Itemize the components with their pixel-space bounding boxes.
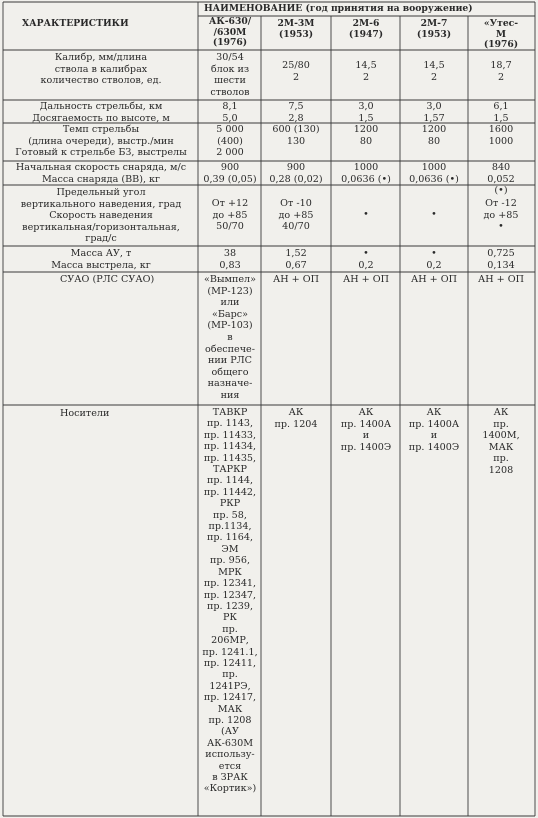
mass-label: Масса АУ, т Масса выстрела, кг <box>51 248 151 271</box>
caliber-label: Калибр, мм/длина ствола в калибрах количество стволов, ед. <box>40 52 162 87</box>
angle-label: Предельный угол вертикального наведения, град Скорость наведения вертикальная/горизонтальная, град/с <box>20 187 182 245</box>
naming-header: НАИМЕНОВАНИЕ (год принятия на вооружение) <box>204 3 473 14</box>
velocity-value-ak630: 900 0,39 (0,05) <box>203 162 257 185</box>
range-value-ak630: 8,1 5,0 <box>222 101 238 124</box>
range-value-2m6: 3,0 1,5 <box>358 101 374 124</box>
fcs-value-utes: АН + ОП <box>477 274 525 285</box>
range-label: Дальность стрельбы, км Досягаемость по высоте, м <box>32 101 170 124</box>
mass-value-2m6: • 0,2 <box>358 248 374 271</box>
velocity-label: Начальная скорость снаряда, м/с Масса снаряда (ВВ), кг <box>15 162 187 185</box>
caliber-value-2m3m: 25/80 2 <box>282 60 310 83</box>
carriers-value-ak630: ТАВКР пр. 1143, пр. 11433, пр. 11434, пр. 11435, ТАРКР пр. 1144, пр. 11442, РКР пр. 58, пр.1134, пр. 1164, ЭМ пр. 956, МРК пр. 12341, пр. 12347, пр. 1239, РК пр. 206МР, пр. 1241.1, пр. 12411, пр. 1241РЭ, пр. 12417, МАК пр. 1208 (АУ АК-630М использу- ется в ЗРАК «Кортик») <box>202 407 258 795</box>
fcs-value-2m3m: АН + ОП <box>272 274 320 285</box>
system-ak630-header: АК-630/ /630М (1976) <box>208 16 252 48</box>
rate-value-2m7: 1200 80 <box>421 124 447 147</box>
angle-value-2m7: • <box>431 209 437 220</box>
angle-value-2m6: • <box>363 209 369 220</box>
carriers-value-2m3m: АК пр. 1204 <box>274 407 318 430</box>
caliber-value-2m6: 14,5 2 <box>355 60 377 83</box>
fcs-value-2m7: АН + ОП <box>410 274 458 285</box>
velocity-value-2m6: 1000 0,0636 (•) <box>341 162 391 185</box>
fcs-value-ak630: «Вымпел» (МР-123) или «Барс» (МР-103) в обеспече- нии РЛС общего назначе- ния <box>203 274 257 401</box>
carriers-value-2m7: АК пр. 1400А и пр. 1400Э <box>408 407 460 453</box>
angle-value-utes: От -12 до +85 • <box>483 198 519 233</box>
rate-label: Темп стрельбы (длина очереди), выстр./мин Готовый к стрельбе БЗ, выстрелы <box>15 124 187 159</box>
carriers-label: Носители <box>60 408 110 419</box>
rate-value-2m3m: 600 (130) 130 <box>272 124 320 147</box>
characteristics-header: ХАРАКТЕРИСТИКИ <box>22 18 129 29</box>
angle-value-2m3m: От -10 до +85 40/70 <box>278 198 314 233</box>
velocity-value-2m7: 1000 0,0636 (•) <box>409 162 459 185</box>
caliber-value-2m7: 14,5 2 <box>423 60 445 83</box>
system-2m3m-header: 2М-3М (1953) <box>277 18 315 40</box>
rate-value-utes: 1600 1000 <box>488 124 514 147</box>
carriers-value-utes: АК пр. 1400М, МАК пр. 1208 <box>482 407 520 476</box>
system-2m6-header: 2М-6 (1947) <box>348 18 384 40</box>
carriers-value-2m6: АК пр. 1400А и пр. 1400Э <box>340 407 392 453</box>
range-value-2m7: 3,0 1,57 <box>423 101 445 124</box>
caliber-value-ak630: 30/54 блок из шести стволов <box>210 52 250 98</box>
angle-value-ak630: От +12 до +85 50/70 <box>211 198 249 233</box>
range-value-utes: 6,1 1,5 <box>493 101 509 124</box>
system-2m7-header: 2М-7 (1953) <box>416 18 452 40</box>
caliber-value-utes: 18,7 2 <box>490 60 512 83</box>
velocity-value-utes: 840 0,052 (•) <box>487 162 515 197</box>
mass-value-2m3m: 1,52 0,67 <box>285 248 307 271</box>
mass-value-2m7: • 0,2 <box>426 248 442 271</box>
mass-value-ak630: 38 0,83 <box>219 248 241 271</box>
fcs-value-2m6: АН + ОП <box>342 274 390 285</box>
velocity-value-2m3m: 900 0,28 (0,02) <box>269 162 323 185</box>
fcs-label: СУАО (РЛС СУАО) <box>60 274 155 285</box>
system-utes-header: «Утес-М (1976) <box>483 18 519 50</box>
rate-value-2m6: 1200 80 <box>353 124 379 147</box>
range-value-2m3m: 7,5 2,8 <box>288 101 304 124</box>
mass-value-utes: 0,725 0,134 <box>487 248 515 271</box>
rate-value-ak630: 5 000 (400) 2 000 <box>216 124 244 159</box>
